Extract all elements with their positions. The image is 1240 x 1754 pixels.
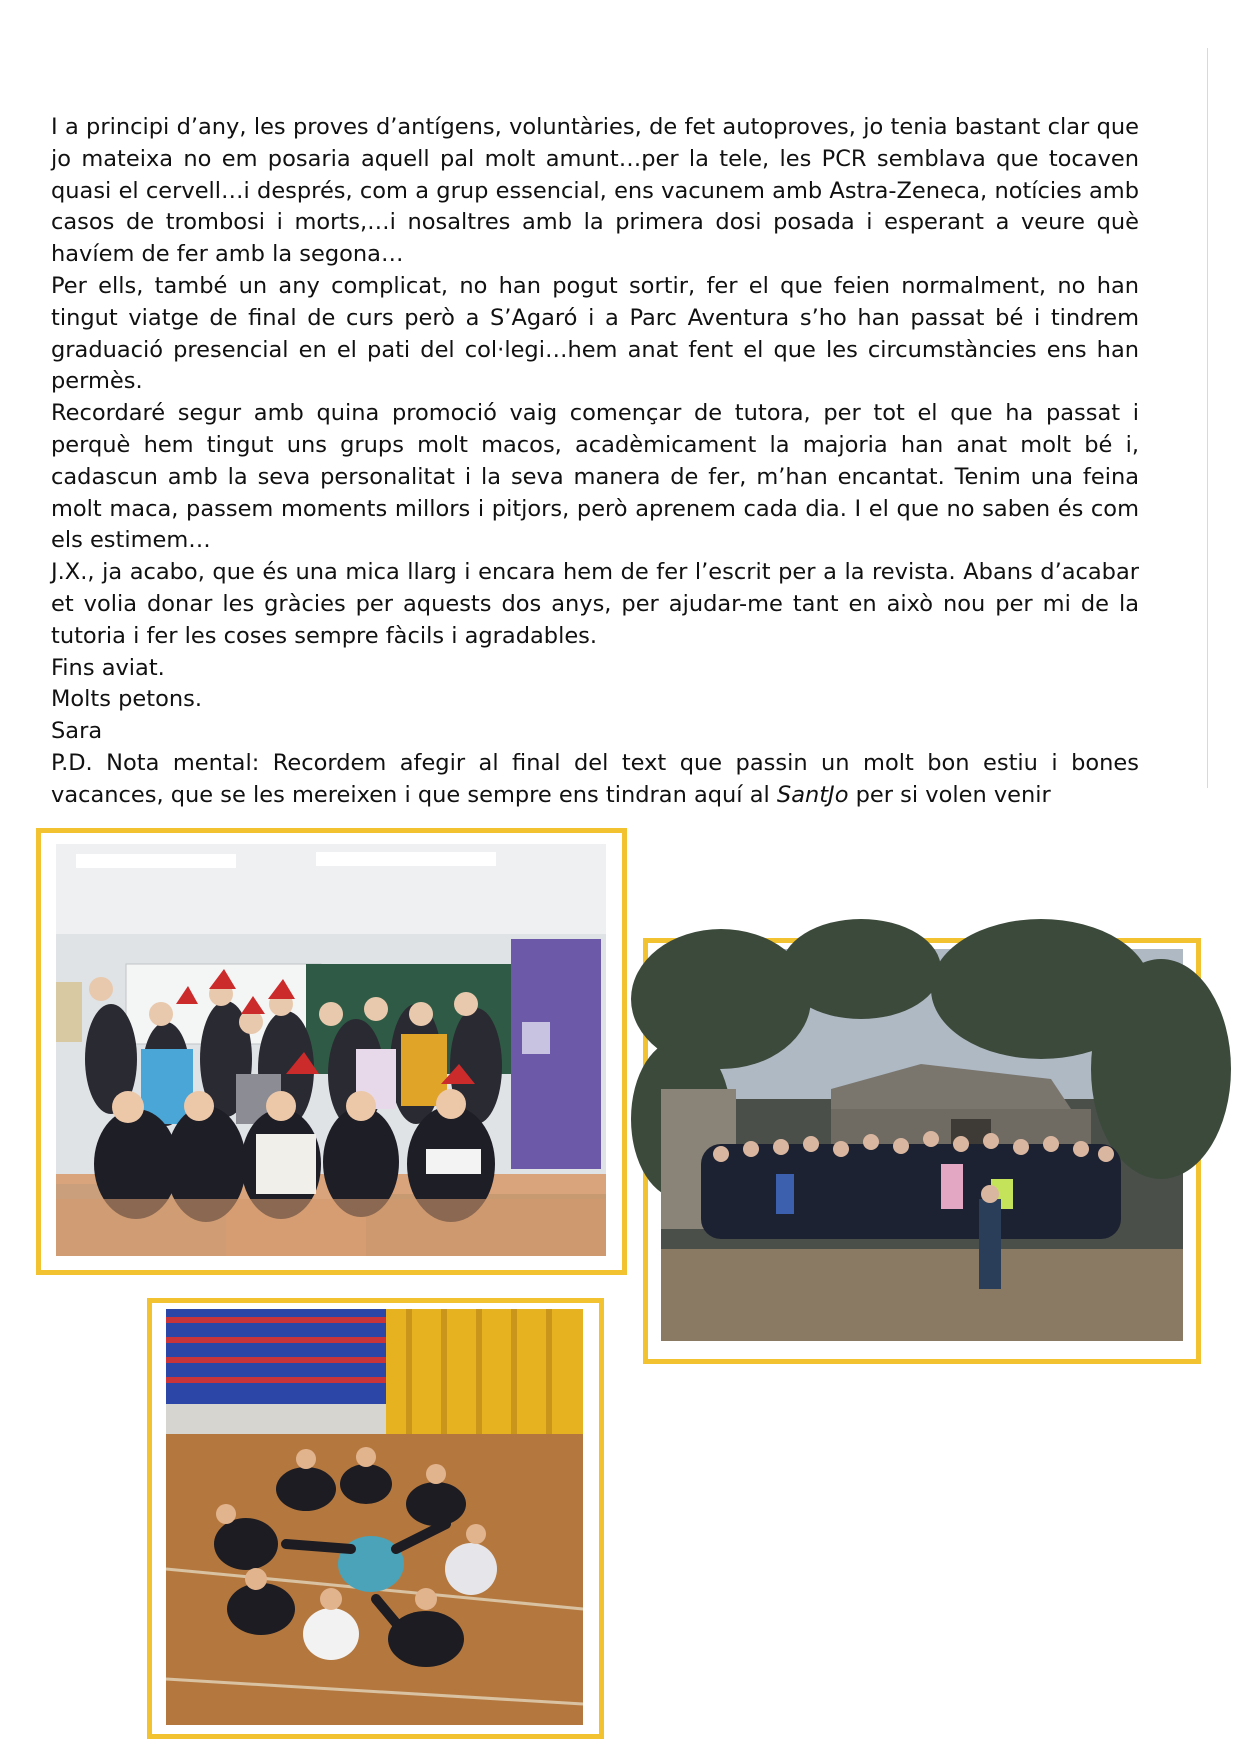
postscript-text-start: P.D. Nota mental: Recordem afegir al final del text que passin un molt bon estiu i bones vacances, que se les mereixen i que sempre ens tindran aquí al xyxy=(51,749,1139,808)
paragraph-remember-promotion: Recordaré segur amb quina promoció vaig començar de tutora, per tot el que ha passat i perquè hem tingut uns grups molt macos, acadèmicament la majoria han anat molt bé i, cadascun amb la seva personalitat i la seva manera de fer, m’han encantat. Tenim una feina molt maca, passem moments millors i pitjors, però aprenem cada dia. I el que no saben és com els estimem… xyxy=(51,400,1139,554)
closing-kisses: Molts petons. xyxy=(51,686,202,713)
postscript xyxy=(51,748,1139,812)
postscript-text-end: per si volen venir xyxy=(848,781,1051,808)
postscript-emphasis: SantJo xyxy=(776,781,849,808)
photo-gym-activity xyxy=(166,1309,583,1725)
photo-classroom-group xyxy=(56,844,606,1256)
photo-outdoor-group xyxy=(661,949,1183,1341)
signature: Sara xyxy=(51,718,103,745)
closing-see-you: Fins aviat. xyxy=(51,654,165,681)
paragraph-antigen-tests: I a principi d’any, les proves d’antígens, voluntàries, de fet autoproves, jo tenia bastant clar que jo mateixa no em posaria aquell pal molt amunt…per la tele, les PCR semblava que tocaven quasi el cervell…i després, com a grup essencial, ens vacunem amb Astra-Zeneca, notícies amb casos de trombosi i morts,…i nosaltres amb la primera dosi posada i esperant a veure què havíem de fer amb la segona… xyxy=(51,114,1139,268)
page-edge-rule xyxy=(1207,48,1208,788)
paragraph-complicated-year: Per ells, també un any complicat, no han pogut sortir, fer el que feien normalment, no han tingut viatge de final de curs però a S’Agaró i a Parc Aventura s’ho han passat bé i tindrem graduació presencial en el pati del col·legi…hem anat fent el que les circumstàncies ens han permès. xyxy=(51,272,1139,395)
paragraph-thanks: J.X., ja acabo, que és una mica llarg i encara hem de fer l’escrit per a la revista. Abans d’acabar et volia donar les gràcies per aquests dos anys, per ajudar-me tant en això nou per mi de la tutoria i fer les coses sempre fàcils i agradables. xyxy=(51,559,1139,649)
letter-text xyxy=(51,112,1139,808)
